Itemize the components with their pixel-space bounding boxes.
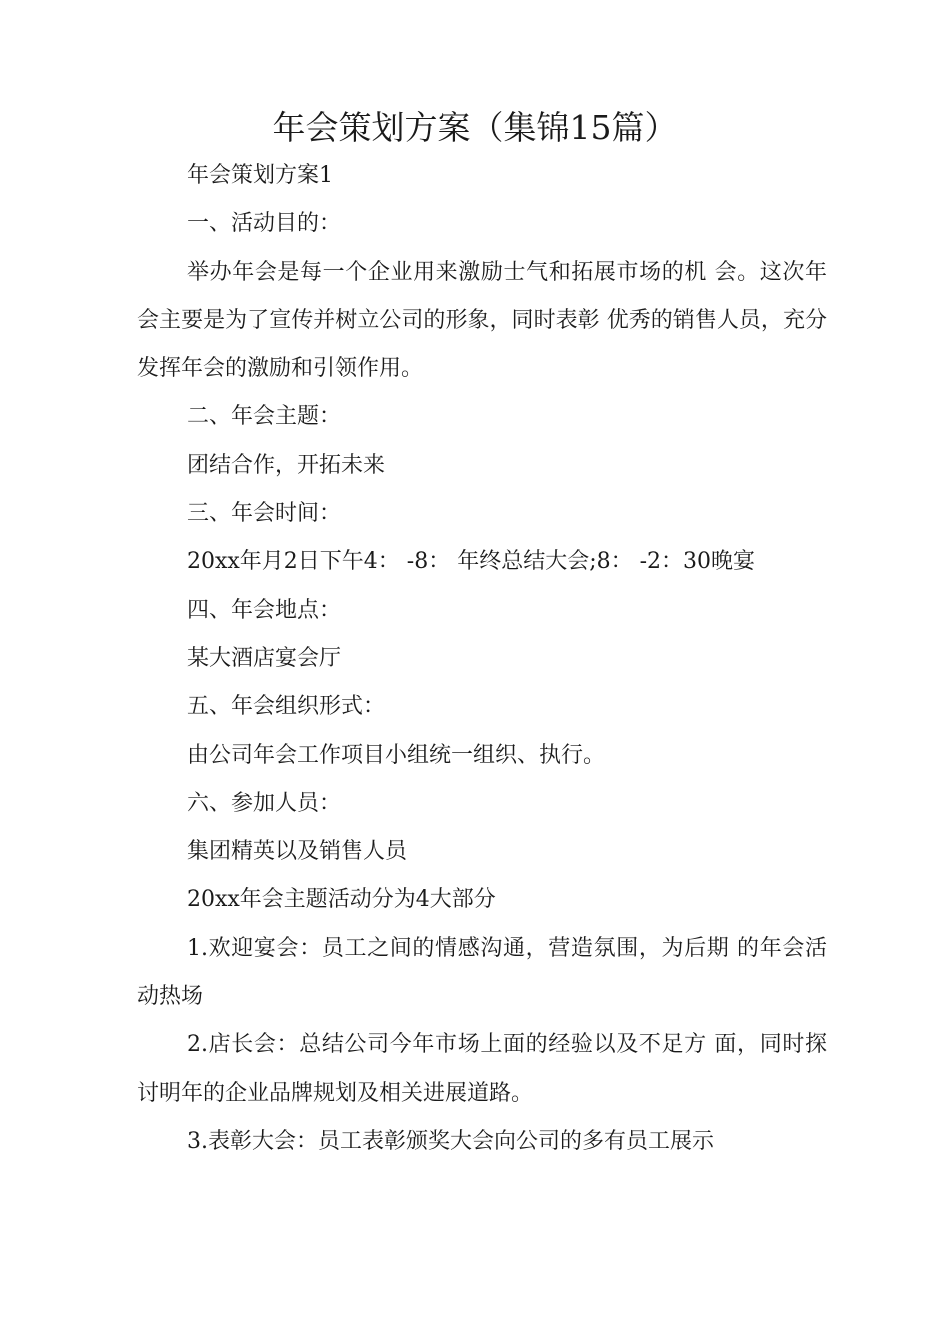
paragraph-location: 某大酒店宴会厅 bbox=[187, 645, 342, 671]
paragraph-organization: 由公司年会工作项目小组统一组织、执行。 bbox=[187, 742, 606, 768]
section-heading-theme: 二、年会主题： bbox=[187, 404, 342, 430]
list-item-welcome-banquet: 1.欢迎宴会：员工之间的情感沟通，营造氛围，为后期 的年会活动热场 bbox=[137, 935, 827, 1010]
section-heading-location: 四、年会地点： bbox=[187, 597, 342, 623]
paragraph-time: 20xx年月2日下午4： -8： 年终总结大会;8： -2：30晚宴 bbox=[187, 549, 756, 575]
paragraph-activity-parts: 20xx年会主题活动分为4大部分 bbox=[187, 887, 496, 913]
section-heading-purpose: 一、活动目的： bbox=[187, 211, 342, 237]
paragraph-theme: 团结合作，开拓未来 bbox=[187, 452, 386, 478]
document-body bbox=[137, 152, 827, 1166]
section-heading-time: 三、年会时间： bbox=[187, 501, 342, 527]
document-title: 年会策划方案（集锦15篇） bbox=[272, 108, 678, 147]
section-heading-participants: 六、参加人员： bbox=[187, 790, 342, 816]
section-heading-plan-1: 年会策划方案1 bbox=[187, 163, 333, 188]
list-item-awards-ceremony: 3.表彰大会：员工表彰颁奖大会向公司的多有员工展示 bbox=[187, 1128, 714, 1154]
section-heading-organization: 五、年会组织形式： bbox=[187, 694, 386, 720]
paragraph-participants: 集团精英以及销售人员 bbox=[187, 839, 408, 865]
list-item-store-manager-meeting: 2.店长会：总结公司今年市场上面的经验以及不足方 面，同时探讨明年的企业品牌规划及相关进展道路。 bbox=[137, 1032, 827, 1106]
paragraph-purpose: 举办年会是每一个企业用来激励士气和拓展市场的机 会。这次年会主要是为了宣传并树立公司的形象，同时表彰 优秀的销售人员，充分发挥年会的激励和引领作用。 bbox=[137, 259, 827, 382]
